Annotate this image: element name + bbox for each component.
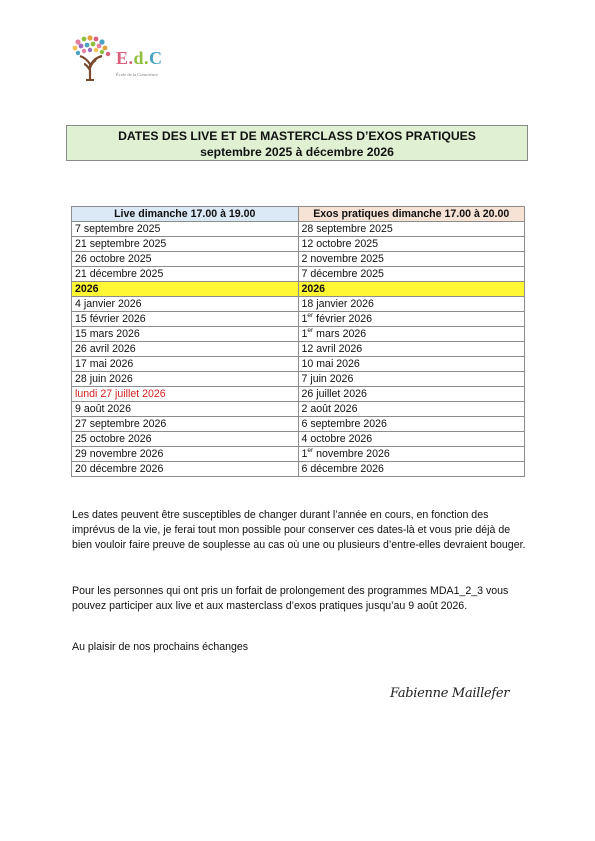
live-date-cell: 20 décembre 2026	[72, 462, 299, 477]
live-date-cell: 26 octobre 2025	[72, 252, 299, 267]
table-row	[72, 282, 525, 297]
exos-date-cell: 12 avril 2026	[298, 342, 525, 357]
exos-date-cell: 7 juin 2026	[298, 372, 525, 387]
live-date-cell: 29 novembre 2026	[72, 447, 299, 462]
table-row	[72, 357, 525, 372]
exos-date-cell: 1er novembre 2026	[298, 447, 525, 462]
table-row	[72, 447, 525, 462]
exos-date-cell: 28 septembre 2025	[298, 222, 525, 237]
edc-logo	[70, 34, 190, 84]
table-row	[72, 387, 525, 402]
live-date-cell: 15 mars 2026	[72, 327, 299, 342]
exos-date-cell: 10 mai 2026	[298, 357, 525, 372]
live-date-cell: 17 mai 2026	[72, 357, 299, 372]
table-row	[72, 342, 525, 357]
table-row	[72, 327, 525, 342]
live-date-cell: 4 janvier 2026	[72, 297, 299, 312]
logo-tagline: École de la Conscience	[116, 72, 158, 77]
exos-date-cell: 1er mars 2026	[298, 327, 525, 342]
live-date-cell: lundi 27 juillet 2026	[72, 387, 299, 402]
exos-date-cell: 18 janvier 2026	[298, 297, 525, 312]
table-row	[72, 402, 525, 417]
header-live: Live dimanche 17.00 à 19.00	[72, 207, 299, 222]
live-date-cell: 15 février 2026	[72, 312, 299, 327]
live-date-cell: 27 septembre 2026	[72, 417, 299, 432]
schedule-table	[71, 206, 525, 477]
header-exos: Exos pratiques dimanche 17.00 à 20.00	[298, 207, 525, 222]
logo-wordmark: E.d.C	[116, 48, 163, 68]
table-row	[72, 372, 525, 387]
table-row	[72, 462, 525, 477]
live-date-cell: 9 août 2026	[72, 402, 299, 417]
exos-date-cell: 6 décembre 2026	[298, 462, 525, 477]
live-date-cell: 21 décembre 2025	[72, 267, 299, 282]
live-date-cell: 2026	[72, 282, 299, 297]
paragraph-closing: Au plaisir de nos prochains échanges	[72, 641, 249, 653]
exos-date-cell: 2 août 2026	[298, 402, 525, 417]
live-date-cell: 26 avril 2026	[72, 342, 299, 357]
live-date-cell: 21 septembre 2025	[72, 237, 299, 252]
exos-date-cell: 7 décembre 2025	[298, 267, 525, 282]
exos-date-cell: 4 octobre 2026	[298, 432, 525, 447]
exos-date-cell: 2026	[298, 282, 525, 297]
exos-date-cell: 1er février 2026	[298, 312, 525, 327]
table-row	[72, 297, 525, 312]
live-date-cell: 7 septembre 2025	[72, 222, 299, 237]
exos-date-cell: 26 juillet 2026	[298, 387, 525, 402]
table-row	[72, 417, 525, 432]
table-row	[72, 237, 525, 252]
live-date-cell: 25 octobre 2026	[72, 432, 299, 447]
table-header-row	[72, 207, 525, 222]
exos-date-cell: 12 octobre 2025	[298, 237, 525, 252]
exos-date-cell: 2 novembre 2025	[298, 252, 525, 267]
live-date-cell: 28 juin 2026	[72, 372, 299, 387]
table-row	[72, 267, 525, 282]
paragraph-date-changes: Les dates peuvent être susceptibles de changer durant l’année en cours, en fonction des imprévus de la vie, je ferai tout mon possible pour conserver ces dates-là et vous prie déjà de bien vouloir faire preuve de souplesse au cas où une ou plusieurs d’entre-elles devraient bouger.	[72, 509, 526, 551]
table-row	[72, 432, 525, 447]
table-row	[72, 312, 525, 327]
table-row	[72, 252, 525, 267]
title-line-1: DATES DES LIVE ET DE MASTERCLASS D’EXOS PRATIQUES	[118, 129, 476, 143]
signature: Fabienne Maillefer	[390, 686, 510, 701]
table-row	[72, 222, 525, 237]
paragraph-extension: Pour les personnes qui ont pris un forfait de prolongement des programmes MDA1_2_3 vous pouvez participer aux live et aux masterclass d’exos pratiques jusqu’au 9 août 2026.	[72, 585, 509, 612]
exos-date-cell: 6 septembre 2026	[298, 417, 525, 432]
tree-icon	[70, 34, 114, 82]
document-title	[66, 125, 528, 161]
title-line-2: septembre 2025 à décembre 2026	[200, 145, 394, 159]
